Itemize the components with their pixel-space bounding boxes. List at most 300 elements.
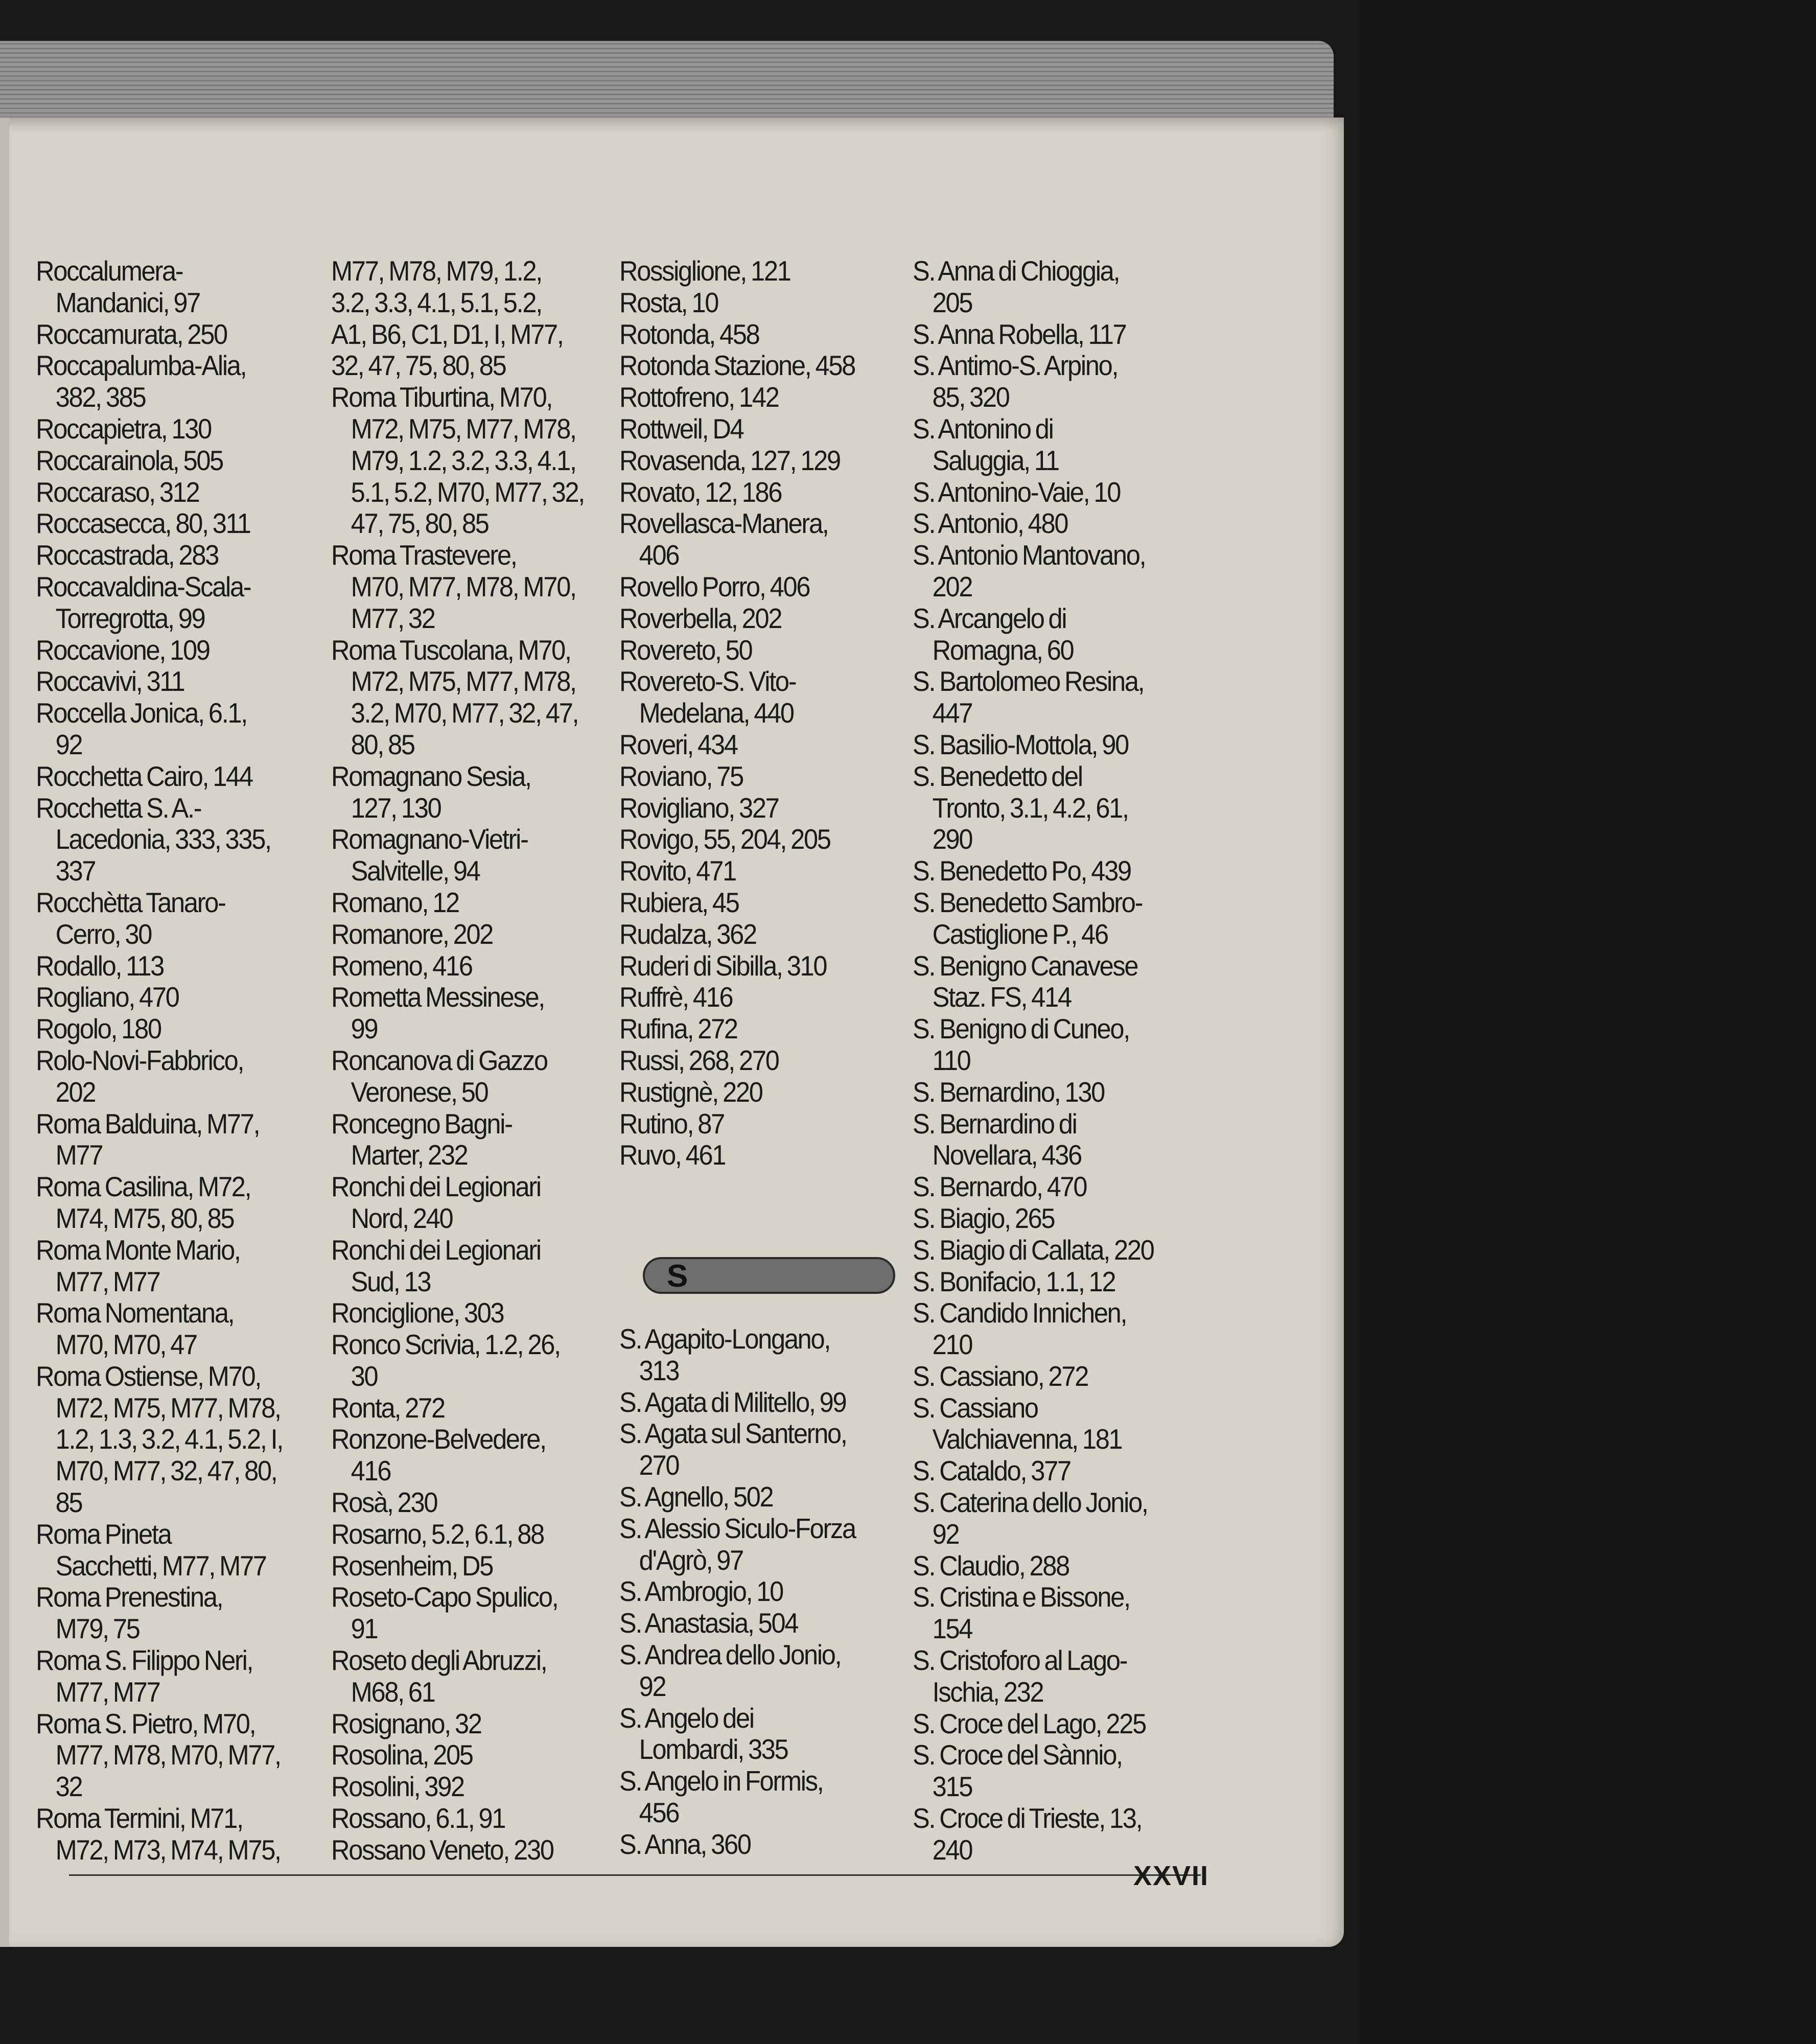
index-entry-continuation: M77: [55, 1139, 103, 1171]
index-entry: [619, 919, 882, 950]
index-entry-text: Roccaraso, 312: [36, 476, 199, 508]
index-entry: [36, 1297, 299, 1361]
index-entry: [331, 1487, 594, 1519]
index-entry-text: Romagnano Sesia,: [331, 760, 531, 792]
index-entry-text: S. Angelo in Formis,: [619, 1765, 823, 1797]
index-entry-text: S. Croce di Trieste, 13,: [913, 1802, 1142, 1834]
index-entry: [331, 1550, 594, 1582]
index-entry-text: Rocchetta S. A.-: [36, 792, 201, 824]
index-entry-text: S. Biagio di Callata, 220: [913, 1234, 1154, 1266]
index-entry-continuation: 47, 75, 80, 85: [351, 507, 488, 540]
index-entry-continuation: 85, 320: [932, 381, 1009, 413]
index-entry: [619, 1323, 882, 1387]
index-column-1: [36, 256, 299, 1866]
index-entry-text: Roccavaldina-Scala-: [36, 570, 251, 602]
index-entry-continuation: 210: [932, 1329, 972, 1361]
index-entry-text: Roma Monte Mario,: [36, 1234, 240, 1266]
index-entry-continuation: M77, 32: [351, 602, 435, 634]
index-entry-text: Roma Prenestina,: [36, 1581, 223, 1613]
index-entry: [619, 508, 882, 571]
index-entry-text: 3.2, 3.3, 4.1, 5.1, 5.2,: [331, 286, 542, 318]
index-entry-continuation: 3.2, M70, M77, 32, 47,: [351, 697, 578, 729]
index-entry-text: Roncegno Bagni-: [331, 1107, 512, 1140]
index-entry: [619, 350, 882, 382]
index-entry-text: Roccarainola, 505: [36, 444, 223, 476]
index-entry: [619, 855, 882, 887]
index-entry-text: Romeno, 416: [331, 949, 472, 982]
index-entry-continuation: Lombardi, 335: [639, 1733, 788, 1766]
index-entry: [36, 445, 299, 477]
index-entry-text: Rotonda, 458: [619, 318, 759, 350]
index-entry: [619, 1576, 882, 1608]
index-entry: [619, 413, 882, 445]
index-entry-text: S. Antonino di: [913, 412, 1053, 445]
index-entry-text: Ronta, 272: [331, 1391, 445, 1424]
index-entry-continuation: Nord, 240: [351, 1202, 453, 1234]
index-entry-text: Roma Ostiense, M70,: [36, 1360, 261, 1392]
index-entry-continuation: Lacedonia, 333, 335,: [55, 823, 271, 855]
index-entry: [619, 635, 882, 666]
index-entry: [36, 508, 299, 540]
index-entry-text: S. Benedetto Po, 439: [913, 855, 1131, 887]
index-entry-text: S. Antonio, 480: [913, 507, 1068, 540]
index-entry-continuation: 313: [639, 1354, 679, 1386]
index-entry-continuation: Cerro, 30: [55, 918, 152, 950]
index-entry: [913, 1013, 1176, 1077]
index-entry-text: S. Bernardino di: [913, 1107, 1077, 1140]
index-entry-text: Rosta, 10: [619, 286, 718, 318]
index-entry-text: S. Agata sul Santerno,: [619, 1418, 847, 1450]
index-entry: [36, 571, 299, 635]
index-entry: [619, 761, 882, 793]
index-entry: [619, 287, 882, 319]
index-entry: [331, 256, 594, 287]
index-entry: [619, 1639, 882, 1703]
index-entry-continuation: 205: [932, 286, 972, 318]
index-entry-continuation: M77, M78, M70, M77,: [55, 1739, 281, 1771]
index-entry-text: 32, 47, 75, 80, 85: [331, 350, 506, 382]
index-entry: [619, 603, 882, 635]
index-entry-text: Rocchètta Tanaro-: [36, 886, 225, 918]
index-entry-text: Ronciglione, 303: [331, 1297, 504, 1329]
index-entry: [331, 1108, 594, 1172]
index-entry: [913, 1108, 1176, 1172]
index-entry-text: Roma Balduina, M77,: [36, 1107, 260, 1140]
index-entry: [36, 1519, 299, 1582]
index-entry-text: Romanore, 202: [331, 918, 493, 950]
index-entry: [913, 1266, 1176, 1298]
index-entry: [913, 1739, 1176, 1803]
index-entry: [619, 1013, 882, 1045]
index-entry-text: Roma S. Filippo Neri,: [36, 1644, 253, 1677]
index-entry-continuation: Mandanici, 97: [55, 286, 200, 318]
index-entry: [913, 1645, 1176, 1708]
index-entry: [36, 1013, 299, 1045]
index-entry: [913, 603, 1176, 666]
index-entry: [36, 982, 299, 1013]
index-entry: [331, 635, 594, 761]
index-entry-text: Roseto-Capo Spulico,: [331, 1581, 558, 1613]
index-entry-continuation: 99: [351, 1013, 378, 1045]
index-entry: [619, 729, 882, 761]
index-entry-text: Rosolini, 392: [331, 1771, 464, 1803]
index-entry-text: Roverbella, 202: [619, 602, 782, 634]
index-entry-continuation: Medelana, 440: [639, 697, 794, 729]
index-entry-continuation: M77, M77: [55, 1265, 160, 1297]
index-entry-text: Rovigo, 55, 204, 205: [619, 823, 830, 855]
index-entry-text: S. Croce del Lago, 225: [913, 1707, 1146, 1739]
index-entry: [331, 887, 594, 919]
index-entry-continuation: M70, M70, 47: [55, 1329, 197, 1361]
index-entry-text: Roveri, 434: [619, 728, 737, 760]
index-entry-text: Roma Tiburtina, M70,: [331, 381, 552, 413]
index-entry: [331, 319, 594, 351]
index-entry-text: Rutino, 87: [619, 1107, 724, 1140]
index-entry: [619, 1108, 882, 1140]
index-entry: [619, 1703, 882, 1766]
index-entry: [913, 1392, 1176, 1456]
index-entry-text: Roma S. Pietro, M70,: [36, 1707, 255, 1739]
index-entry-text: Ruffrè, 416: [619, 981, 733, 1013]
index-entry: [36, 319, 299, 351]
index-entry: [36, 698, 299, 761]
index-entry-text: S. Anna Robella, 117: [913, 318, 1126, 350]
index-entry-continuation: Saluggia, 11: [932, 444, 1059, 476]
index-entry: [913, 1171, 1176, 1203]
index-entry: [913, 1077, 1176, 1108]
index-entry-text: S. Cassiano: [913, 1391, 1038, 1424]
index-entry-continuation: 5.1, 5.2, M70, M77, 32,: [351, 476, 585, 508]
index-entry: [331, 1645, 594, 1708]
index-entry: [36, 1708, 299, 1803]
index-entry-continuation: 32: [55, 1771, 82, 1803]
index-entry: [619, 1481, 882, 1513]
index-entry: [913, 1550, 1176, 1582]
index-entry-continuation: M70, M77, 32, 47, 80,: [55, 1455, 277, 1487]
index-entry: [619, 1418, 882, 1481]
index-entry: [619, 824, 882, 855]
index-entry: [913, 350, 1176, 413]
index-entry: [331, 540, 594, 634]
index-entry-text: Ronzone-Belvedere,: [331, 1423, 546, 1455]
index-entry: [36, 1171, 299, 1235]
index-entry: [913, 1582, 1176, 1645]
index-entry-continuation: Novellara, 436: [932, 1139, 1081, 1171]
index-entry-text: S. Anastasia, 504: [619, 1607, 798, 1639]
section-header-letter: S: [667, 1259, 688, 1294]
index-entry: [331, 1392, 594, 1424]
index-entry: [331, 1771, 594, 1803]
index-entry: [619, 793, 882, 824]
index-entry-text: S. Cassiano, 272: [913, 1360, 1088, 1392]
index-entry-text: Russi, 268, 270: [619, 1044, 779, 1076]
index-entry-text: Rosarno, 5.2, 6.1, 88: [331, 1518, 544, 1550]
index-entry: [36, 540, 299, 571]
index-entry: [331, 919, 594, 950]
index-entry-text: S. Antimo-S. Arpino,: [913, 350, 1118, 382]
index-entry: [331, 1803, 594, 1834]
index-entry-text: Rosenheim, D5: [331, 1549, 493, 1582]
index-entry-continuation: 406: [639, 539, 679, 571]
index-entry-continuation: M72, M75, M77, M78,: [55, 1391, 281, 1424]
index-entry-text: Rovasenda, 127, 129: [619, 444, 840, 476]
index-entry-continuation: d'Agrò, 97: [639, 1544, 743, 1576]
index-entry-continuation: 85: [55, 1486, 82, 1519]
index-entry: [913, 1203, 1176, 1235]
index-entry: [36, 666, 299, 698]
index-entry-continuation: Sud, 13: [351, 1265, 431, 1297]
index-entry: [331, 1834, 594, 1866]
index-entry: [619, 1077, 882, 1108]
index-entry-continuation: M72, M75, M77, M78,: [351, 412, 576, 445]
index-entry-text: Rossano, 6.1, 91: [331, 1802, 505, 1834]
index-entry-text: Roma Tuscolana, M70,: [331, 634, 571, 666]
index-entry: [619, 477, 882, 508]
index-entry: [619, 319, 882, 351]
index-entry-text: S. Anna di Chioggia,: [913, 255, 1120, 287]
index-entry-text: S. Bernardino, 130: [913, 1076, 1105, 1108]
index-entry: [331, 287, 594, 319]
index-entry-text: Roccella Jonica, 6.1,: [36, 697, 247, 729]
index-entry: [913, 1297, 1176, 1361]
index-entry-text: Rolo-Novi-Fabbrico,: [36, 1044, 244, 1076]
index-entry-text: A1, B6, C1, D1, I, M77,: [331, 318, 563, 350]
index-entry: [36, 761, 299, 793]
index-entry: [913, 1455, 1176, 1487]
index-entry-text: S. Basilio-Mottola, 90: [913, 728, 1128, 760]
index-entry-text: Roma Termini, M71,: [36, 1802, 243, 1834]
index-entry: [913, 540, 1176, 603]
index-entry: [913, 1235, 1176, 1266]
index-entry-text: S. Benigno di Cuneo,: [913, 1013, 1129, 1045]
index-entry: [36, 1235, 299, 1298]
index-entry: [619, 1608, 882, 1639]
index-entry: [913, 666, 1176, 729]
index-entry: [913, 887, 1176, 950]
index-entry-continuation: 1.2, 1.3, 3.2, 4.1, 5.2, I,: [55, 1423, 283, 1455]
index-entry-text: Romano, 12: [331, 886, 459, 918]
index-entry: [913, 508, 1176, 540]
index-entry: [36, 887, 299, 950]
index-entry-continuation: M72, M73, M74, M75,: [55, 1833, 281, 1866]
index-entry-text: S. Cristoforo al Lago-: [913, 1644, 1127, 1677]
index-entry: [36, 1803, 299, 1866]
index-entry-text: S. Cristina e Bissone,: [913, 1581, 1130, 1613]
index-entry-text: S. Bernardo, 470: [913, 1171, 1087, 1203]
index-entry-text: Rosignano, 32: [331, 1707, 481, 1739]
index-entry: [331, 824, 594, 887]
index-entry-text: S. Benedetto Sambro-: [913, 886, 1143, 918]
index-entry-continuation: Ischia, 232: [932, 1676, 1043, 1708]
index-entry-text: Rometta Messinese,: [331, 981, 545, 1013]
index-entry: [331, 950, 594, 982]
index-entry-continuation: Veronese, 50: [351, 1076, 488, 1108]
index-entry-continuation: 202: [932, 570, 972, 602]
index-entry-continuation: 92: [639, 1670, 666, 1702]
index-entry-text: Roccalumera-: [36, 255, 183, 287]
index-entry-text: S. Antonio Mantovano,: [913, 539, 1146, 571]
index-entry: [331, 982, 594, 1045]
index-entry-continuation: 270: [639, 1449, 679, 1481]
index-entry-continuation: 127, 130: [351, 792, 441, 824]
index-entry-continuation: Torregrotta, 99: [55, 602, 205, 634]
index-entry-text: Rossiglione, 121: [619, 255, 790, 287]
index-entry-text: Rovellasca-Manera,: [619, 507, 828, 540]
index-entry-text: Rufina, 272: [619, 1013, 737, 1045]
index-entry: [331, 382, 594, 540]
index-entry-text: Rodallo, 113: [36, 949, 164, 982]
page-gutter: [0, 118, 9, 1947]
index-entry-continuation: Valchiavenna, 181: [932, 1423, 1122, 1455]
index-entry-continuation: 456: [639, 1796, 679, 1828]
index-entry-text: Rovito, 471: [619, 855, 736, 887]
index-entry: [36, 256, 299, 319]
index-entry-text: Roviano, 75: [619, 760, 743, 792]
index-entry-continuation: 337: [55, 855, 96, 887]
index-entry-continuation: Castiglione P., 46: [932, 918, 1108, 950]
index-entry-text: S. Agnello, 502: [619, 1480, 773, 1513]
index-entry: [619, 445, 882, 477]
index-column-4: [913, 256, 1176, 1866]
index-entry: [36, 1361, 299, 1519]
index-column-3-top: [619, 256, 882, 1171]
index-entry-text: S. Antonino-Vaie, 10: [913, 476, 1121, 508]
index-entry-text: Rovello Porro, 406: [619, 570, 810, 602]
index-entry-continuation: 202: [55, 1076, 96, 1108]
index-entry-text: S. Angelo dei: [619, 1702, 754, 1734]
index-entry: [36, 477, 299, 508]
index-entry: [619, 571, 882, 603]
index-entry: [619, 982, 882, 1013]
index-entry-text: Rovereto, 50: [619, 634, 752, 666]
index-entry: [913, 413, 1176, 477]
index-column-3-bottom: [619, 1323, 882, 1861]
index-entry-continuation: M72, M75, M77, M78,: [351, 665, 576, 698]
index-entry: [619, 1387, 882, 1419]
index-entry-text: Ronchi dei Legionari: [331, 1171, 541, 1203]
index-entry: [331, 1519, 594, 1550]
index-entry-text: S. Alessio Siculo-Forza: [619, 1512, 855, 1544]
index-entry: [913, 1487, 1176, 1550]
index-entry-text: Ruderi di Sibilla, 310: [619, 949, 827, 982]
index-entry-text: Rosà, 230: [331, 1486, 437, 1519]
index-entry-text: Rovereto-S. Vito-: [619, 665, 796, 698]
index-entry-text: Roccapalumba-Alia,: [36, 350, 246, 382]
index-entry: [331, 1297, 594, 1329]
index-entry-continuation: 290: [932, 823, 972, 855]
index-entry-continuation: 416: [351, 1455, 391, 1487]
index-entry: [331, 1708, 594, 1740]
index-entry-text: Rustignè, 220: [619, 1076, 762, 1108]
index-entry-text: Roma Nomentana,: [36, 1297, 234, 1329]
index-entry-text: Ruvo, 461: [619, 1139, 726, 1171]
index-entry-continuation: Romagna, 60: [932, 634, 1074, 666]
index-entry-text: Roccamurata, 250: [36, 318, 227, 350]
index-entry-continuation: Salvitelle, 94: [351, 855, 480, 887]
index-entry-continuation: 92: [55, 728, 82, 760]
index-entry-text: Roma Trastevere,: [331, 539, 517, 571]
index-entry-text: Rottofreno, 142: [619, 381, 779, 413]
index-entry-continuation: 91: [351, 1613, 378, 1645]
index-entry-text: Roccapietra, 130: [36, 412, 211, 445]
index-entry-text: Roccavivi, 311: [36, 665, 184, 698]
index-entry: [36, 793, 299, 887]
index-entry-continuation: 315: [932, 1771, 972, 1803]
index-entry-continuation: M74, M75, 80, 85: [55, 1202, 234, 1234]
index-entry: [331, 1045, 594, 1108]
index-entry-text: S. Arcangelo di: [913, 602, 1066, 634]
index-entry-text: Roccavione, 109: [36, 634, 209, 666]
index-entry: [36, 950, 299, 982]
index-entry-continuation: 92: [932, 1518, 959, 1550]
index-entry: [913, 256, 1176, 319]
index-entry-text: Rovato, 12, 186: [619, 476, 782, 508]
footer-rule: [69, 1874, 1201, 1876]
index-entry-text: Rogliano, 470: [36, 981, 179, 1013]
index-entry: [36, 1582, 299, 1645]
index-entry-text: Rubiera, 45: [619, 886, 739, 918]
index-entry: [913, 1803, 1176, 1866]
index-entry: [36, 1108, 299, 1172]
index-entry: [331, 1235, 594, 1298]
index-entry-text: S. Agapito-Longano,: [619, 1323, 830, 1355]
page-number: XXVII: [1133, 1861, 1209, 1891]
index-entry-text: S. Benigno Canavese: [913, 949, 1138, 982]
index-entry: [913, 477, 1176, 508]
index-entry: [619, 382, 882, 413]
index-entry-text: Rovigliano, 327: [619, 792, 779, 824]
index-entry: [36, 1645, 299, 1708]
index-entry-continuation: M70, M77, M78, M70,: [351, 570, 576, 602]
index-entry-continuation: M77, M77: [55, 1676, 160, 1708]
index-entry-text: S. Ambrogio, 10: [619, 1575, 783, 1608]
page-stack-edges: [0, 41, 1334, 128]
index-entry-continuation: Tronto, 3.1, 4.2, 61,: [932, 792, 1128, 824]
index-entry-continuation: M79, 75: [55, 1613, 139, 1645]
index-entry: [331, 1424, 594, 1487]
index-entry-continuation: 240: [932, 1833, 972, 1866]
index-entry-continuation: 382, 385: [55, 381, 146, 413]
index-entry: [619, 950, 882, 982]
index-entry-continuation: 154: [932, 1613, 972, 1645]
index-entry-text: Roccasecca, 80, 311: [36, 507, 250, 540]
index-entry-text: Roncanova di Gazzo: [331, 1044, 547, 1076]
index-entry-text: S. Claudio, 288: [913, 1549, 1069, 1582]
index-entry: [331, 1329, 594, 1392]
index-entry: [619, 887, 882, 919]
index-entry-continuation: 80, 85: [351, 728, 414, 760]
index-entry-continuation: 447: [932, 697, 972, 729]
index-entry-text: Rottweil, D4: [619, 412, 743, 445]
index-entry-continuation: M68, 61: [351, 1676, 435, 1708]
index-entry: [36, 350, 299, 413]
index-entry: [913, 729, 1176, 761]
index-entry: [619, 1513, 882, 1576]
index-entry-text: Rudalza, 362: [619, 918, 756, 950]
index-entry: [619, 1829, 882, 1861]
index-entry-continuation: Sacchetti, M77, M77: [55, 1549, 266, 1582]
index-entry-text: S. Bonifacio, 1.1, 12: [913, 1265, 1115, 1297]
index-entry-text: M77, M78, M79, 1.2,: [331, 255, 542, 287]
index-entry-text: S. Croce del Sànnio,: [913, 1739, 1122, 1771]
index-entry-text: Roseto degli Abruzzi,: [331, 1644, 547, 1677]
index-entry: [331, 1582, 594, 1645]
index-entry-text: Roma Pineta: [36, 1518, 171, 1550]
index-entry-text: Romagnano-Vietri-: [331, 823, 528, 855]
index-entry-continuation: 30: [351, 1360, 378, 1392]
index-entry-text: Ronchi dei Legionari: [331, 1234, 541, 1266]
index-entry-text: S. Candido Innichen,: [913, 1297, 1127, 1329]
